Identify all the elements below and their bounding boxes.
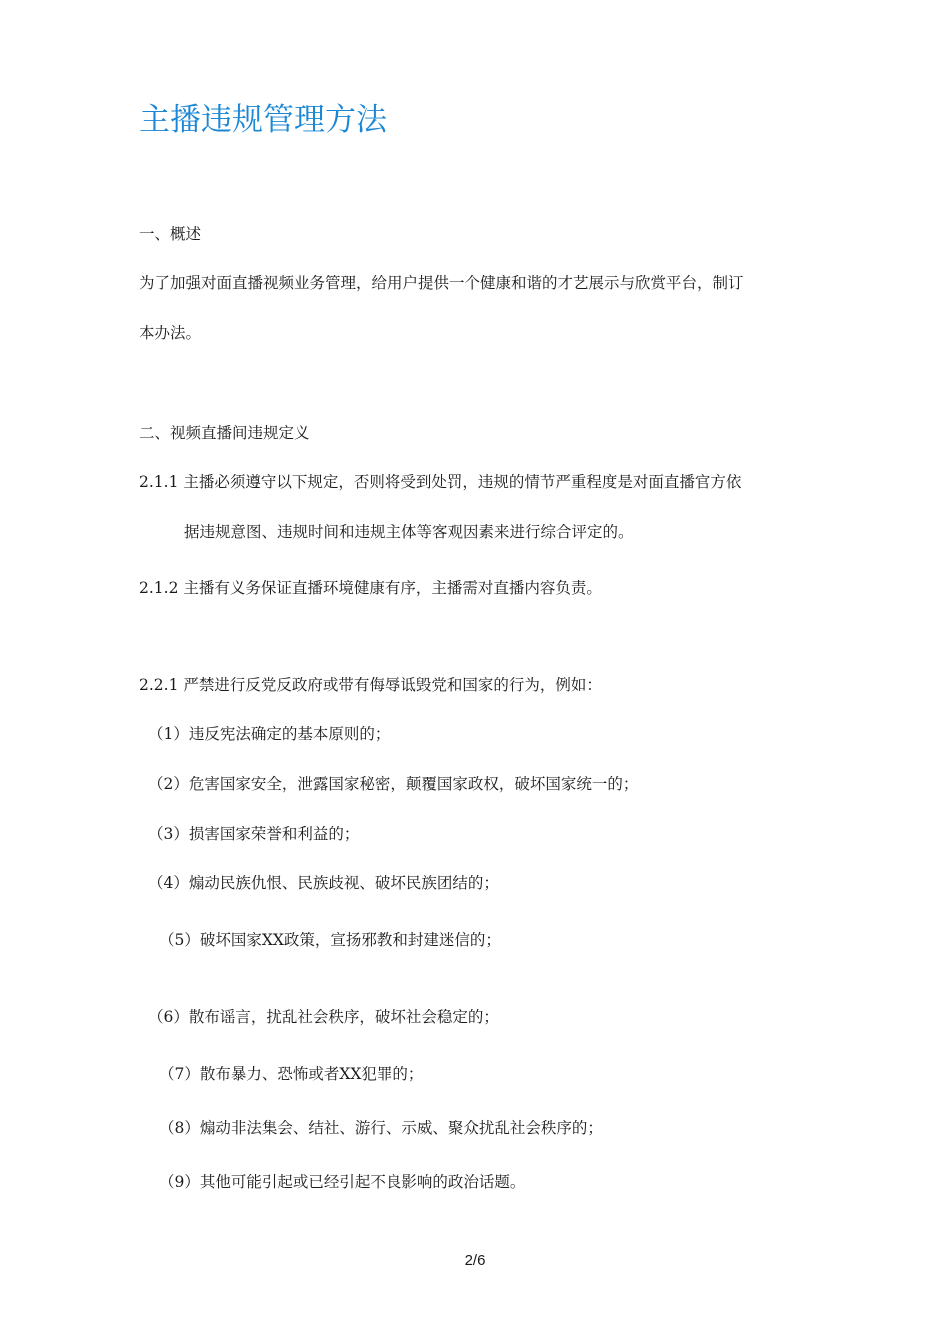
rule-2-1-1-line-2: 据违规意图、违规时间和违规主体等客观因素来进行综合评定的。 bbox=[184, 523, 634, 541]
overview-paragraph-line-1: 为了加强对面直播视频业务管理，给用户提供一个健康和谐的才艺展示与欣赏平台，制订 bbox=[139, 274, 744, 292]
list-item: （5）破坏国家XX政策，宣扬邪教和封建迷信的； bbox=[159, 931, 501, 949]
section-heading-overview: 一、概述 bbox=[139, 225, 202, 243]
rule-2-1-2: 2.1.2 主播有义务保证直播环境健康有序，主播需对直播内容负责。 bbox=[139, 579, 602, 597]
document-title: 主播违规管理方法 bbox=[139, 102, 387, 138]
list-item: （2）危害国家安全，泄露国家秘密，颠覆国家政权，破坏国家统一的； bbox=[148, 775, 639, 793]
rule-2-1-1-line-1: 2.1.1 主播必须遵守以下规定，否则将受到处罚，违规的情节严重程度是对面直播官方依 bbox=[139, 473, 742, 491]
list-item: （7）散布暴力、恐怖或者XX犯罪的； bbox=[159, 1065, 424, 1083]
overview-paragraph-line-2: 本办法。 bbox=[139, 324, 202, 342]
list-item: （6）散布谣言，扰乱社会秩序，破坏社会稳定的； bbox=[148, 1008, 499, 1026]
list-item: （8）煽动非法集会、结社、游行、示威、聚众扰乱社会秩序的； bbox=[159, 1119, 603, 1137]
list-item: （9）其他可能引起或已经引起不良影响的政治话题。 bbox=[159, 1173, 526, 1191]
section-heading-violation-definition: 二、视频直播间违规定义 bbox=[139, 424, 310, 442]
rule-2-2-1: 2.2.1 严禁进行反党反政府或带有侮辱诋毁党和国家的行为，例如： bbox=[139, 676, 602, 694]
list-item: （3）损害国家荣誉和利益的； bbox=[148, 825, 360, 843]
list-item: （1）违反宪法确定的基本原则的； bbox=[148, 725, 391, 743]
page-number: 2/6 bbox=[464, 1252, 486, 1269]
list-item: （4）煽动民族仇恨、民族歧视、破坏民族团结的； bbox=[148, 874, 499, 892]
